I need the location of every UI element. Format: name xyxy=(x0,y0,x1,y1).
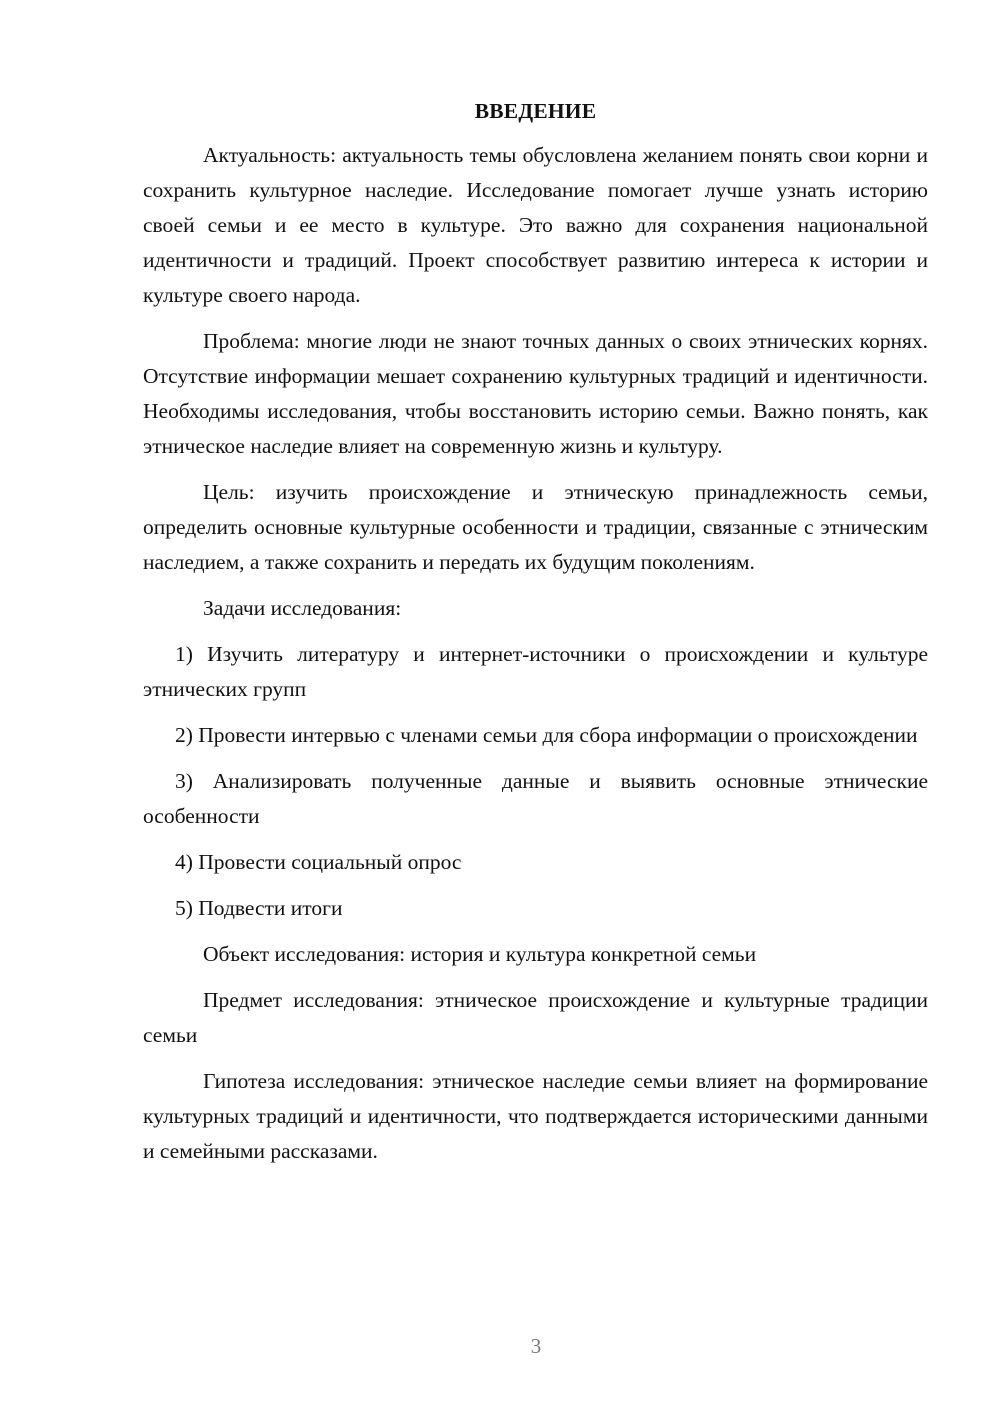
goal-paragraph: Цель: изучить происхождение и этническую принадлежность семьи, определить основные культурные особенности и традиции, связанные с этническим наследием, а также сохранить и передать их будущим поколениям. xyxy=(143,480,928,574)
tasks-heading: Задачи исследования: xyxy=(203,596,402,620)
task-item-4: 4) Провести социальный опрос xyxy=(175,850,462,874)
document-page xyxy=(143,96,928,1180)
task-item-2: 2) Провести интервью с членами семьи для сбора информации о происхождении xyxy=(175,723,918,747)
task-item-3: 3) Анализировать полученные данные и выявить основные этнические особенности xyxy=(143,769,928,828)
page-number: 3 xyxy=(530,1334,542,1358)
problem-paragraph: Проблема: многие люди не знают точных данных о своих этнических корнях. Отсутствие информации мешает сохранению культурных традиций и идентичности. Необходимы исследования, чтобы восстановить историю семьи. Важно понять, как этническое наследие влияет на современную жизнь и культуру. xyxy=(143,329,928,458)
hypothesis-paragraph: Гипотеза исследования: этническое наследие семьи влияет на формирование культурных традиций и идентичности, что подтверждается историческими данными и семейными рассказами. xyxy=(143,1069,928,1163)
object-paragraph: Объект исследования: история и культура конкретной семьи xyxy=(203,942,757,966)
section-title: ВВЕДЕНИЕ xyxy=(474,99,597,123)
relevance-paragraph: Актуальность: актуальность темы обусловлена желанием понять свои корни и сохранить культурное наследие. Исследование помогает лучше узнать историю своей семьи и ее место в культуре. Это важно для сохранения национальной идентичности и традиций. Проект способствует развитию интереса к истории и культуре своего народа. xyxy=(143,143,928,307)
subject-paragraph: Предмет исследования: этническое происхождение и культурные традиции семьи xyxy=(143,988,928,1047)
task-item-5: 5) Подвести итоги xyxy=(175,896,343,920)
task-item-1: 1) Изучить литературу и интернет-источники о происхождении и культуре этнических групп xyxy=(143,642,928,701)
